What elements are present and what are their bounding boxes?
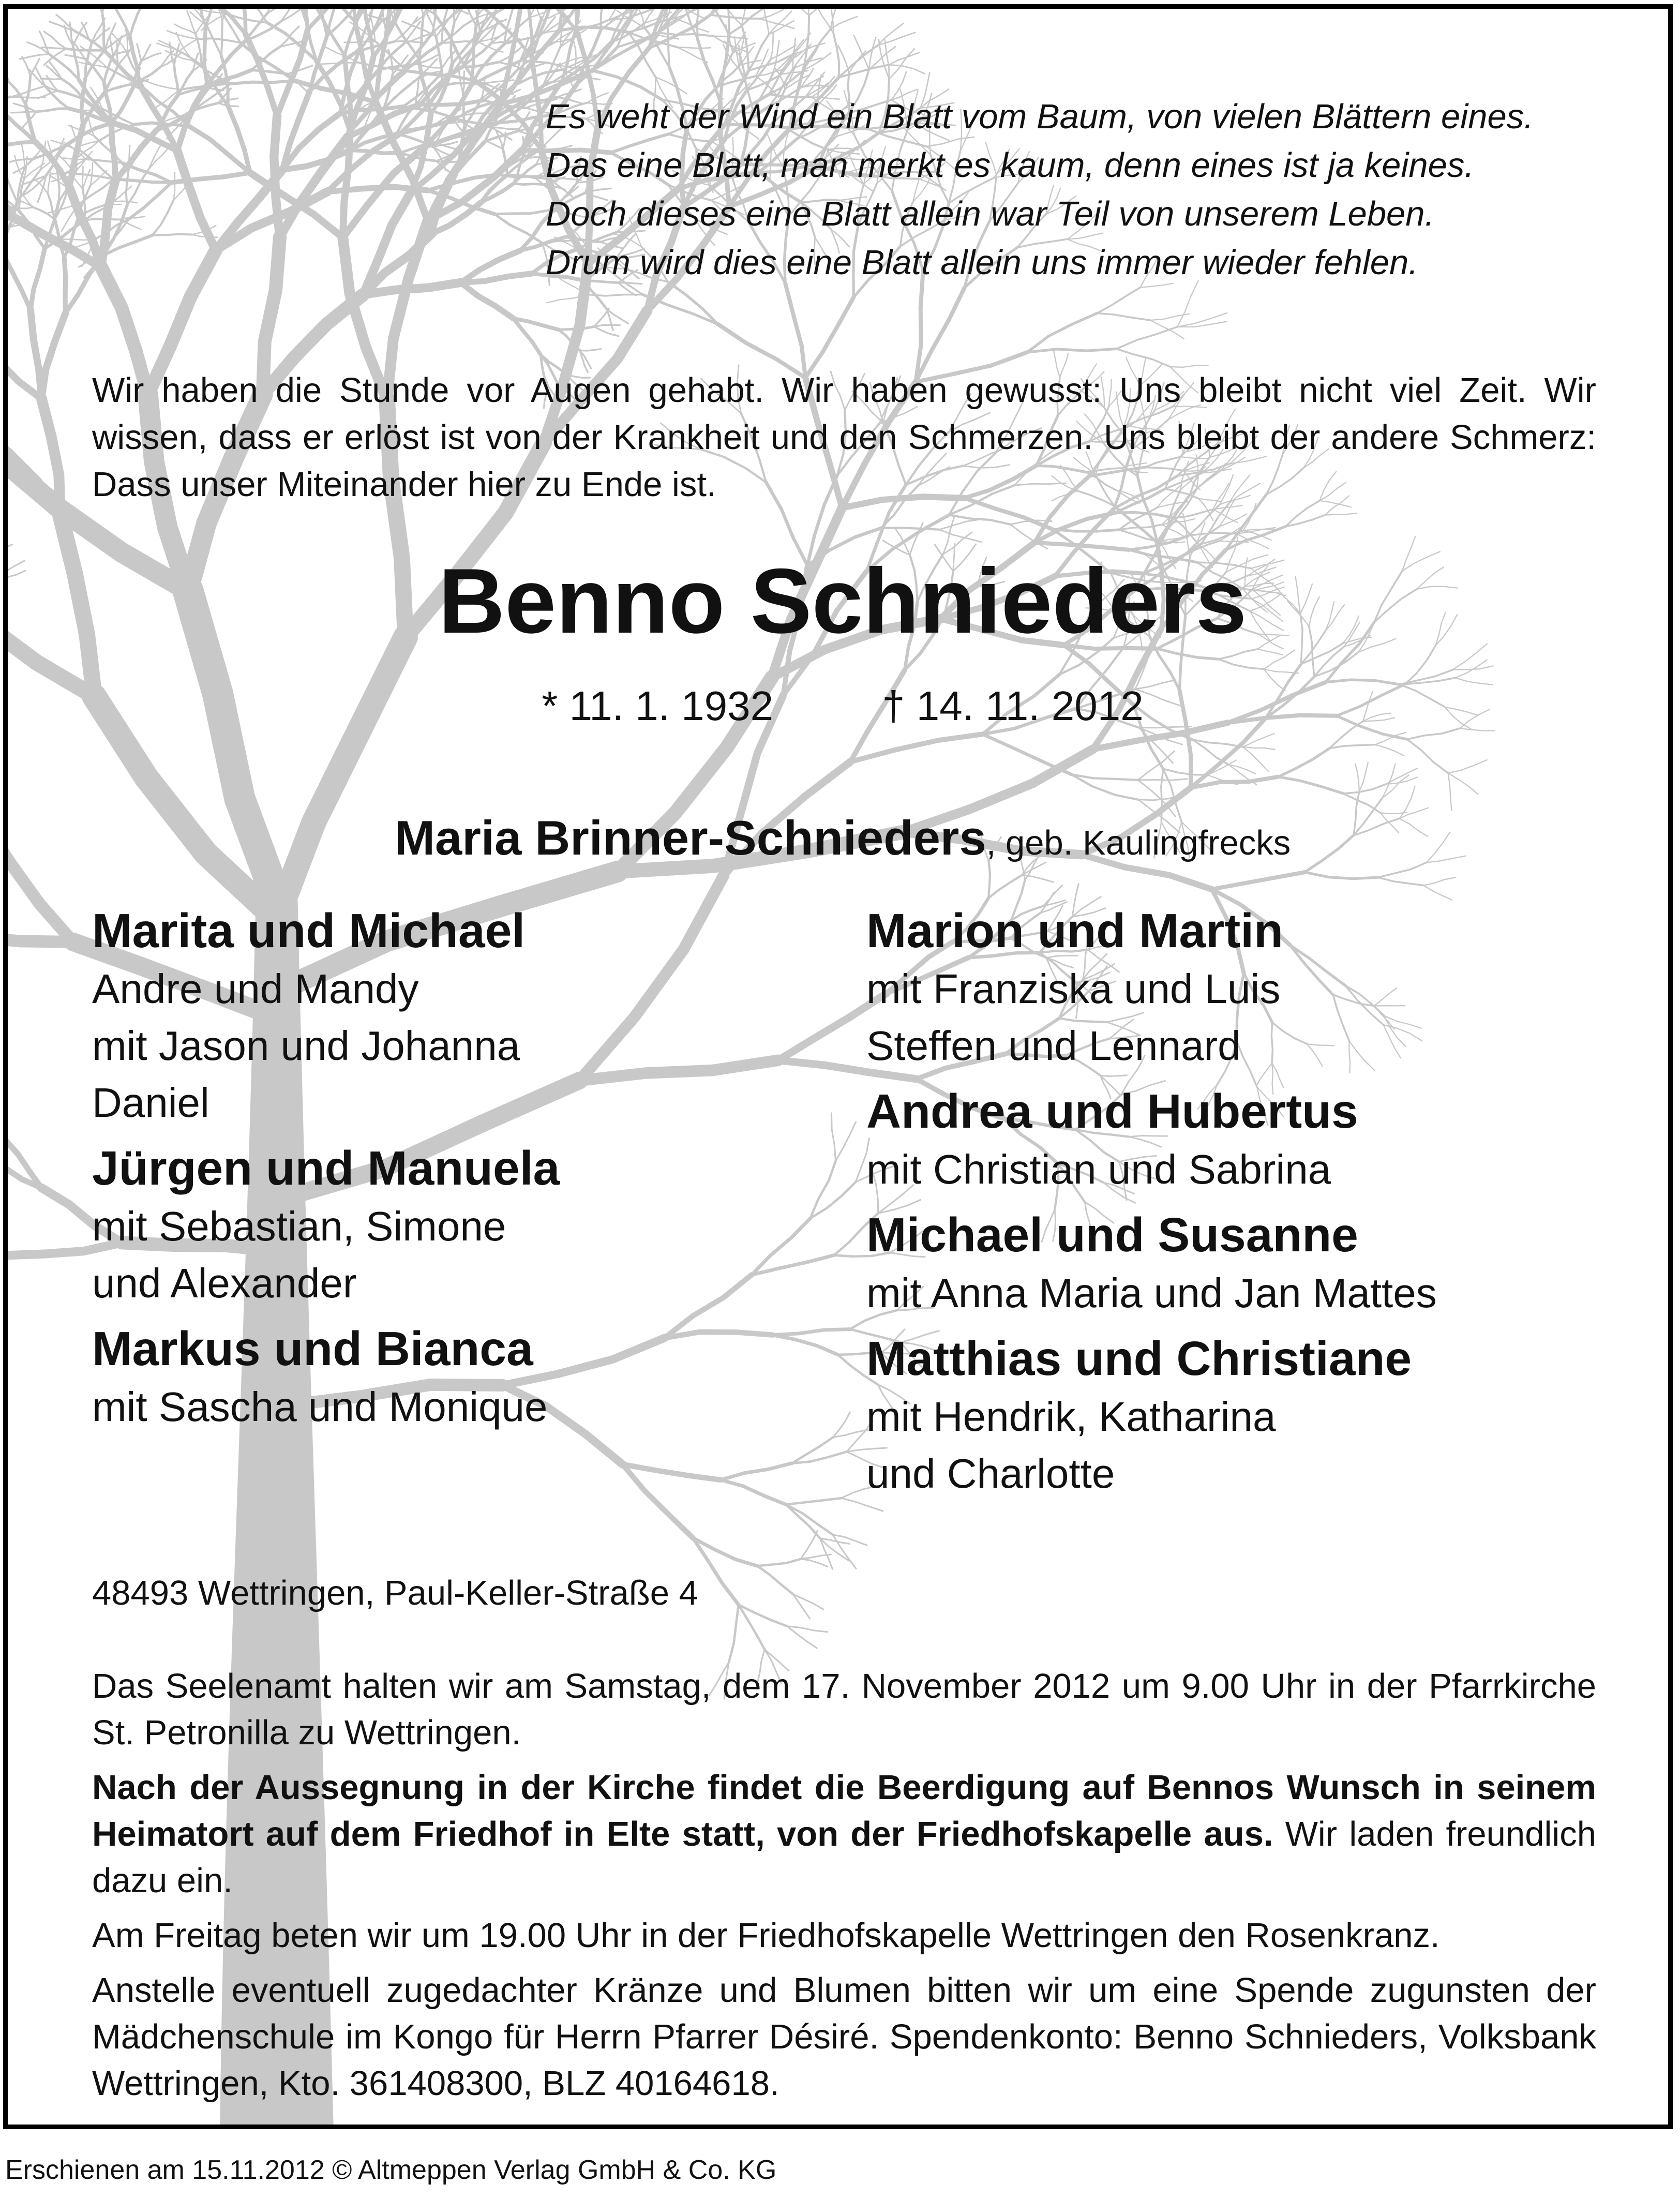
family-group — [92, 901, 827, 1131]
funeral-notes — [92, 1663, 1596, 2115]
family-member-line: mit Franziska und Luis — [866, 966, 1281, 1012]
intro-paragraph: Wir haben die Stunde vor Augen gehabt. Wir haben gewusst: Uns bleibt nicht viel Zeit. Wir wissen, dass er erlöst ist von der Krankheit und den Schmerzen. Uns bleibt der andere Schmerz: Dass unser Miteinander hier zu Ende ist. — [92, 371, 1596, 504]
poem-line: Das eine Blatt, man merkt es kaum, denn eines ist ja keines. — [546, 146, 1474, 185]
life-dates — [8, 680, 1673, 732]
widow-name: Maria Brinner-Schnieders — [394, 811, 986, 865]
poem — [546, 93, 1534, 287]
family-member-line: Daniel — [92, 1080, 209, 1126]
poem-line: Es weht der Wind ein Blatt vom Baum, von vielen Blättern eines. — [546, 97, 1534, 136]
family-group — [866, 1205, 1601, 1322]
family-member-line: und Charlotte — [866, 1450, 1115, 1497]
family-heading: Markus und Bianca — [92, 1322, 533, 1375]
family-column-right — [866, 901, 1601, 1509]
family-member-line: mit Sascha und Monique — [92, 1384, 548, 1430]
family-member-line: mit Hendrik, Katharina — [866, 1394, 1276, 1440]
family-heading: Michael und Susanne — [866, 1208, 1358, 1262]
requiem-note: Das Seelenamt halten wir am Samstag, dem 17. November 2012 um 9.00 Uhr in der Pfarrkirche St. Petronilla zu Wettringen. — [92, 1667, 1596, 1752]
family-heading: Marita und Michael — [92, 904, 526, 958]
mourners-address: 48493 Wettringen, Paul-Keller-Straße 4 — [92, 1574, 698, 1612]
poem-line: Drum wird dies eine Blatt allein uns immer wieder fehlen. — [546, 243, 1418, 282]
family-member-line: mit Anna Maria und Jan Mattes — [866, 1270, 1437, 1316]
burial-note-bold: Nach der Aussegnung in der Kirche findet die Beerdigung auf Bennos Wunsch in seinem Heimatort auf dem Friedhof in Elte statt, von der Friedhofskapelle aus. — [92, 1768, 1596, 1853]
publication-footer: Erschienen am 15.11.2012 © Altmeppen Verlag GmbH & Co. KG — [5, 2155, 777, 2185]
family-member-line: Andre und Mandy — [92, 966, 419, 1012]
family-member-line: mit Jason und Johanna — [92, 1023, 520, 1069]
family-member-line: mit Christian und Sabrina — [866, 1146, 1331, 1192]
family-column-left — [92, 901, 827, 1443]
death-date: † 14. 11. 2012 — [882, 683, 1144, 729]
family-member-line: mit Sebastian, Simone — [92, 1203, 506, 1249]
burial-note-invitation: Wir laden freundlich dazu ein. — [92, 1815, 1596, 1900]
family-member-line: Steffen und Lennard — [866, 1023, 1241, 1069]
family-heading: Matthias und Christiane — [866, 1332, 1412, 1385]
family-group — [866, 1082, 1601, 1198]
donation-note: Anstelle eventuell zugedachter Kränze und Blumen bitten wir um eine Spende zugunsten der Mädchenschule im Kongo für Herrn Pfarrer Désiré. Spendenkonto: Benno Schnieders, Volksbank Wettringen, Kto. 361408300, BLZ 40164618. — [92, 1971, 1596, 2103]
family-heading: Jürgen und Manuela — [92, 1141, 560, 1195]
poem-line: Doch dieses eine Blatt allein war Teil von unserem Leben. — [546, 195, 1435, 233]
family-group — [92, 1139, 827, 1312]
widow-maiden-name: , geb. Kaulingfrecks — [986, 824, 1291, 862]
birth-date: * 11. 1. 1932 — [542, 683, 774, 729]
widow-line — [8, 807, 1673, 884]
family-group — [92, 1319, 827, 1435]
family-member-line: und Alexander — [92, 1260, 357, 1306]
burial-note — [92, 1764, 1596, 1904]
family-group — [866, 901, 1601, 1074]
rosary-note: Am Freitag beten wir um 19.00 Uhr in der Friedhofskapelle Wettringen den Rosenkranz. — [92, 1916, 1440, 1955]
family-group — [866, 1329, 1601, 1502]
obituary-frame — [3, 4, 1673, 2129]
family-heading: Marion und Martin — [866, 904, 1283, 958]
family-heading: Andrea und Hubertus — [866, 1084, 1358, 1138]
deceased-name: Benno Schnieders — [438, 549, 1247, 652]
